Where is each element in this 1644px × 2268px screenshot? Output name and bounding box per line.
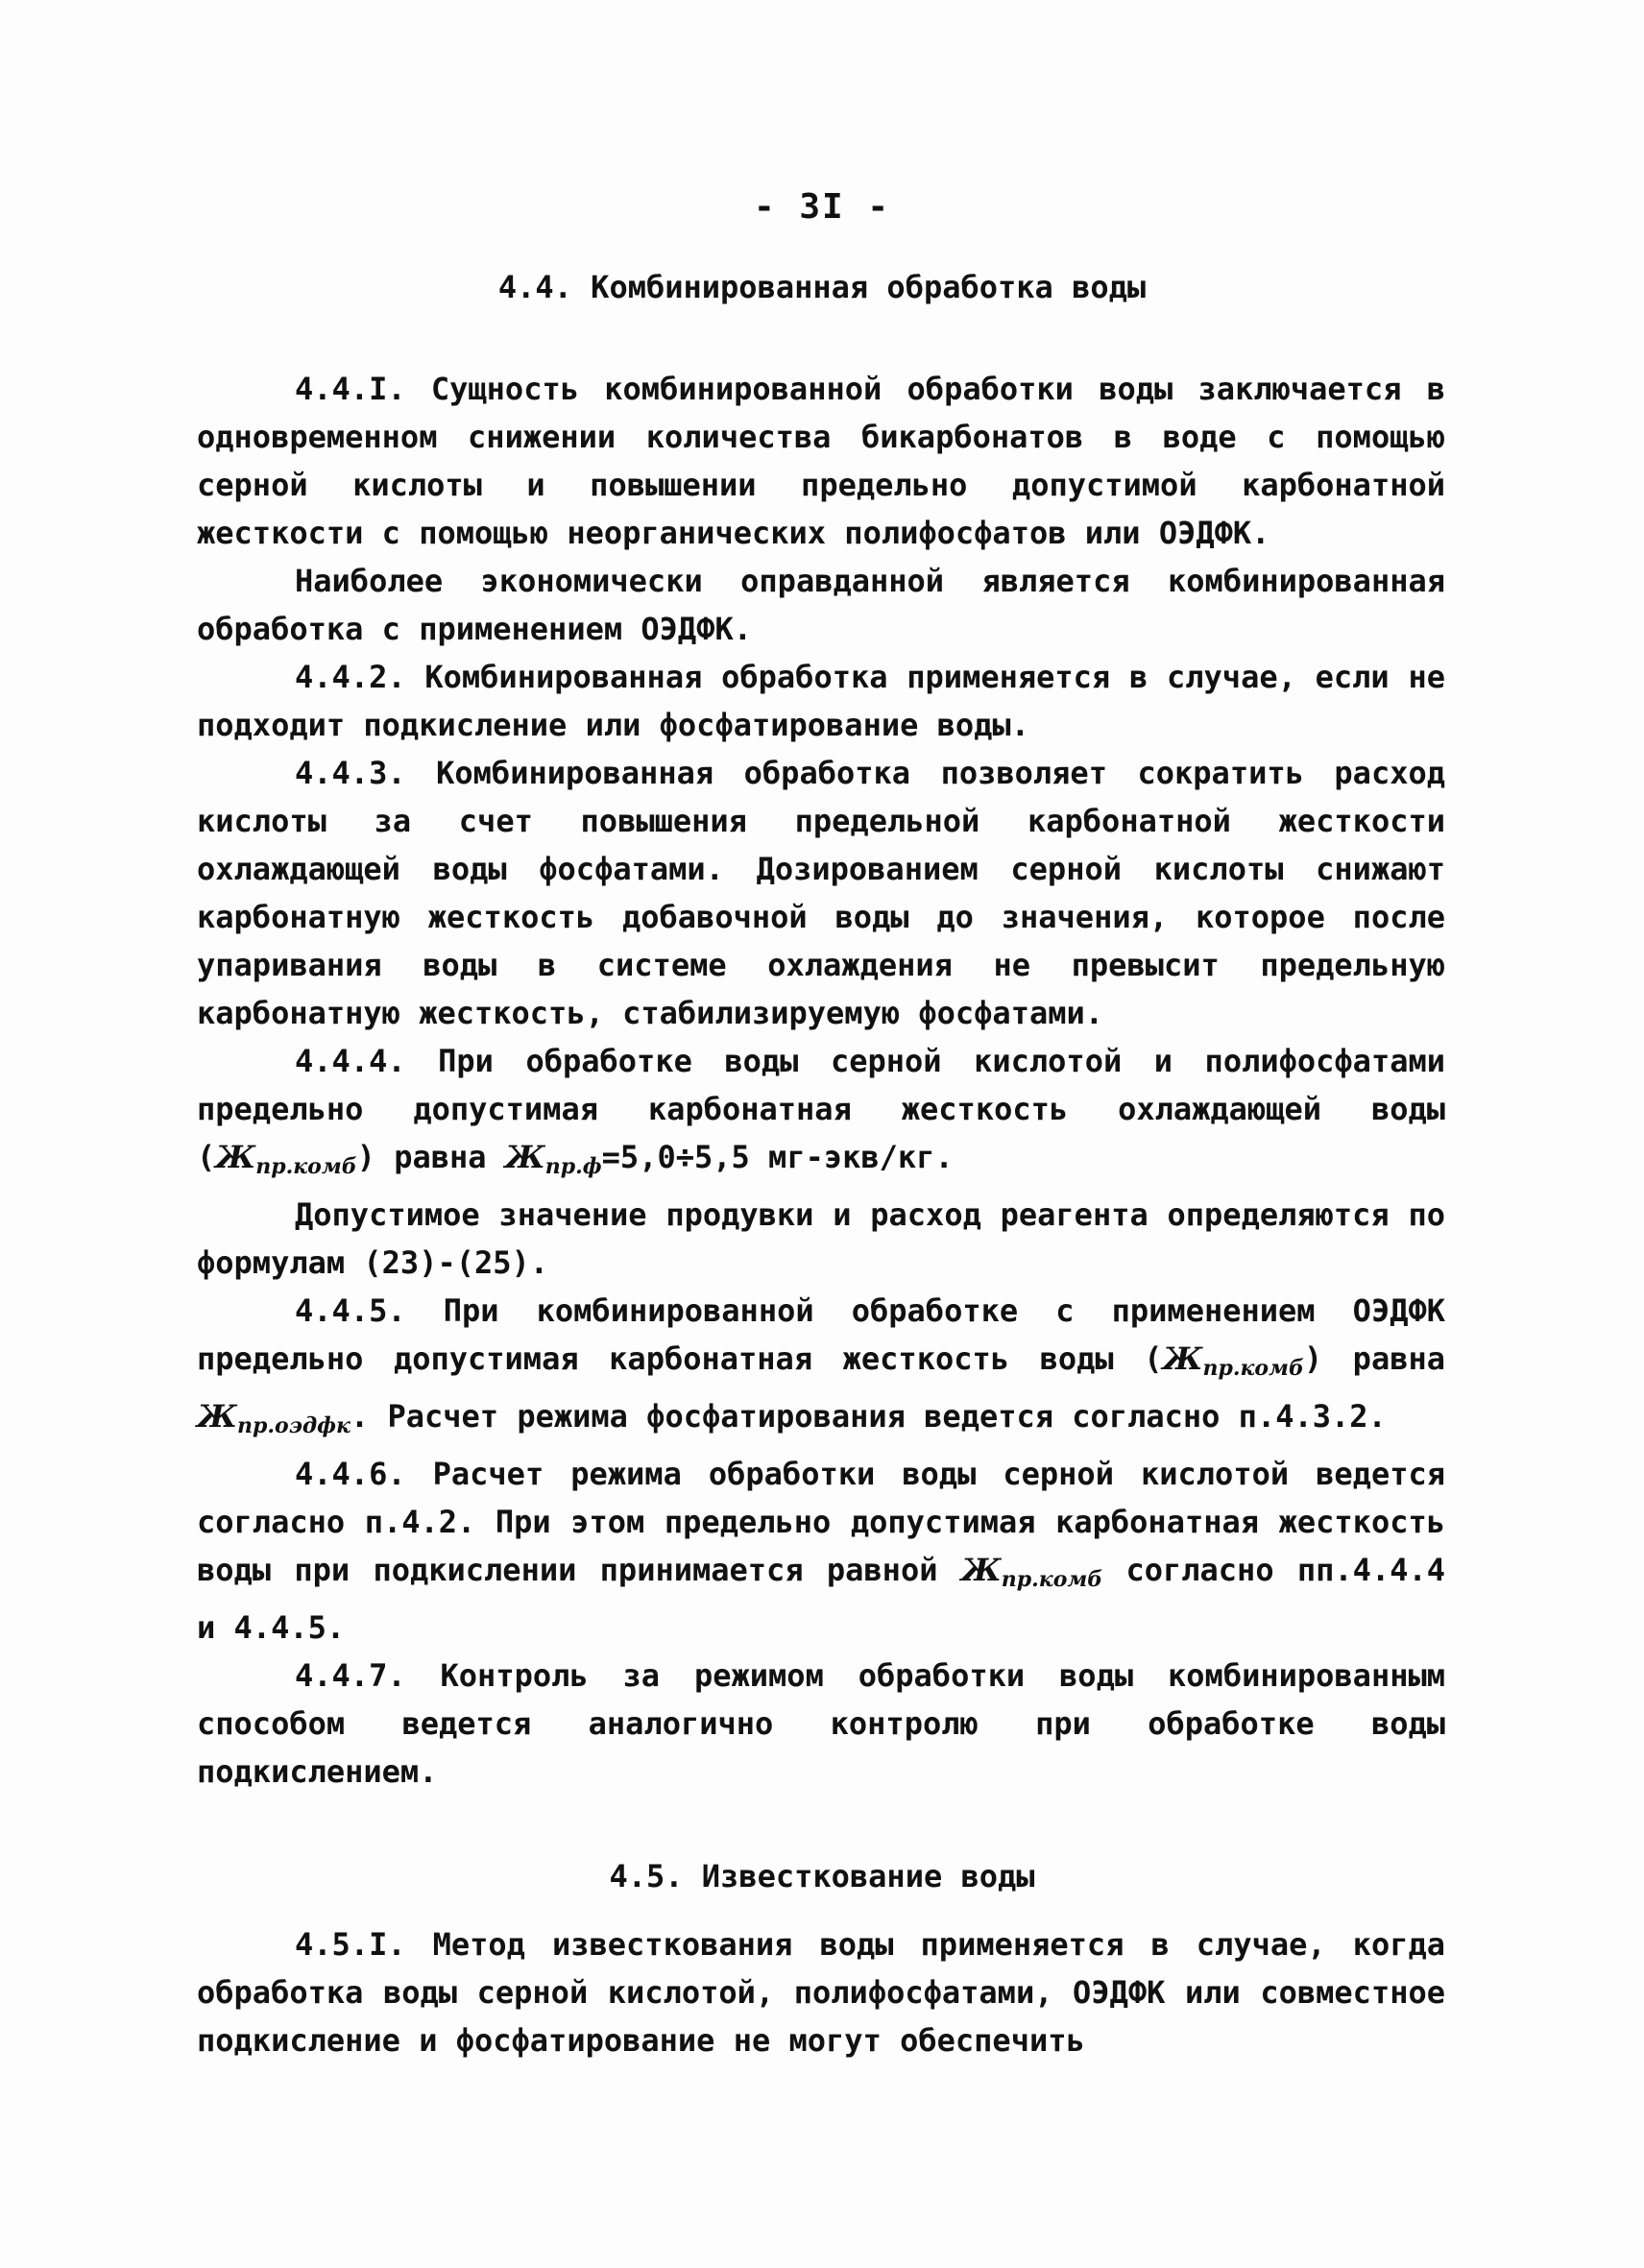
paragraph-text: Комбинированная обработка применяется в случае, если не подходит подкисление или фосфатирование воды. — [197, 659, 1445, 743]
paragraph-4-4-4-b: Допустимое значение продувки и расход реагента определяются по формулам (23)-(25). — [197, 1196, 1445, 1281]
formula-subscript: пр.комб — [1202, 1356, 1304, 1381]
paragraph-4-4-2 — [197, 653, 1445, 749]
symbol-zh: Ж — [197, 1398, 237, 1435]
paragraph-text: . Расчет режима фосфатирования ведется согласно п.4.3.2. — [350, 1398, 1387, 1435]
paragraph-text: При комбинированной обработке с применением ОЭДФК предельно допустимая карбонатная жесткость воды ( — [197, 1292, 1445, 1377]
symbol-zh: Ж — [504, 1139, 545, 1175]
clause-number: 4.5.I. — [295, 1926, 406, 1963]
clause-number: 4.4.3. — [295, 755, 406, 791]
paragraph-4-4-3 — [197, 749, 1445, 1037]
clause-number: 4.4.2. — [295, 659, 406, 695]
symbol-zh: Ж — [215, 1139, 256, 1175]
section-heading-4-4: 4.4. Комбинированная обработка воды — [497, 269, 1147, 305]
clause-number: 4.4.6. — [295, 1456, 406, 1492]
paragraph-text: При обработке воды серной кислотой и полифосфатами предельно допустимая карбонатная жесткость охлаждающей воды ( — [197, 1043, 1445, 1175]
clause-number: 4.4.4. — [295, 1043, 406, 1079]
formula-symbol — [197, 1398, 351, 1438]
paragraph-text: Метод известкования воды применяется в случае, когда обработка воды серной кислотой, полифосфатами, ОЭДФК или совместное подкисление и фосфатирование не могут обеспечить — [197, 1926, 1445, 2059]
section-body-4-4 — [197, 365, 1445, 1796]
paragraph-text: =5,0÷5,5 мг-экв/кг. — [601, 1139, 954, 1175]
clause-number: 4.4.I. — [295, 371, 406, 407]
paragraph-text: согласно пп.4.4.4 и 4.4.5. — [197, 1552, 1446, 1646]
formula-subscript: пр.комб — [1001, 1567, 1103, 1592]
section-body-4-5 — [197, 1920, 1445, 2064]
paragraph-4-5-1 — [197, 1920, 1445, 2064]
paragraph-4-4-4 — [197, 1037, 1445, 1191]
formula-subscript: пр.ф — [544, 1154, 602, 1179]
paragraph-4-4-6 — [197, 1450, 1445, 1652]
paragraph-text: ) равна — [356, 1139, 505, 1175]
paragraph-text: ) равна — [1303, 1340, 1446, 1377]
paragraph-4-4-7 — [197, 1652, 1445, 1796]
formula-symbol — [215, 1139, 357, 1179]
formula-subscript: пр.комб — [255, 1154, 357, 1179]
formula-symbol — [504, 1139, 602, 1179]
paragraph-text: Сущность комбинированной обработки воды заключается в одновременном снижении количества бикарбонатов в воде с помощью серной кислоты и повышении предельно допустимой карбонатной жесткости с помощью неорганических полифосфатов или ОЭДФК. — [197, 371, 1445, 551]
page-number: - 3I - — [753, 187, 891, 227]
clause-number: 4.4.7. — [295, 1657, 406, 1694]
paragraph-4-4-1 — [197, 365, 1445, 557]
formula-subscript: пр.оэдфк — [236, 1413, 351, 1438]
paragraph-text: Контроль за режимом обработки воды комбинированным способом ведется аналогично контролю при обработке воды подкислением. — [197, 1657, 1445, 1790]
symbol-zh: Ж — [960, 1552, 1002, 1588]
paragraph-4-4-1-b: Наиболее экономически оправданной является комбинированная обработка с применением ОЭДФК. — [197, 563, 1445, 647]
paragraph-4-4-5 — [197, 1287, 1445, 1450]
paragraph-text: Комбинированная обработка позволяет сократить расход кислоты за счет повышения предельной карбонатной жесткости охлаждающей воды фосфатами. Дозированием серной кислоты снижают карбонатную жесткость добавочной воды до значения, которое после упаривания воды в системе охлаждения не превысит предельную карбонатную жесткость, стабилизируемую фосфатами. — [197, 755, 1445, 1031]
formula-symbol — [1162, 1340, 1304, 1381]
symbol-zh: Ж — [1162, 1340, 1203, 1377]
section-heading-4-5: 4.5. Известкование воды — [609, 1858, 1035, 1894]
paragraph-text: Расчет режима обработки воды серной кислотой ведется согласно п.4.2. При этом предельно допустимая карбонатная жесткость воды при подкислении принимается равной — [197, 1456, 1445, 1588]
formula-symbol — [960, 1552, 1103, 1592]
clause-number: 4.4.5. — [295, 1292, 406, 1329]
